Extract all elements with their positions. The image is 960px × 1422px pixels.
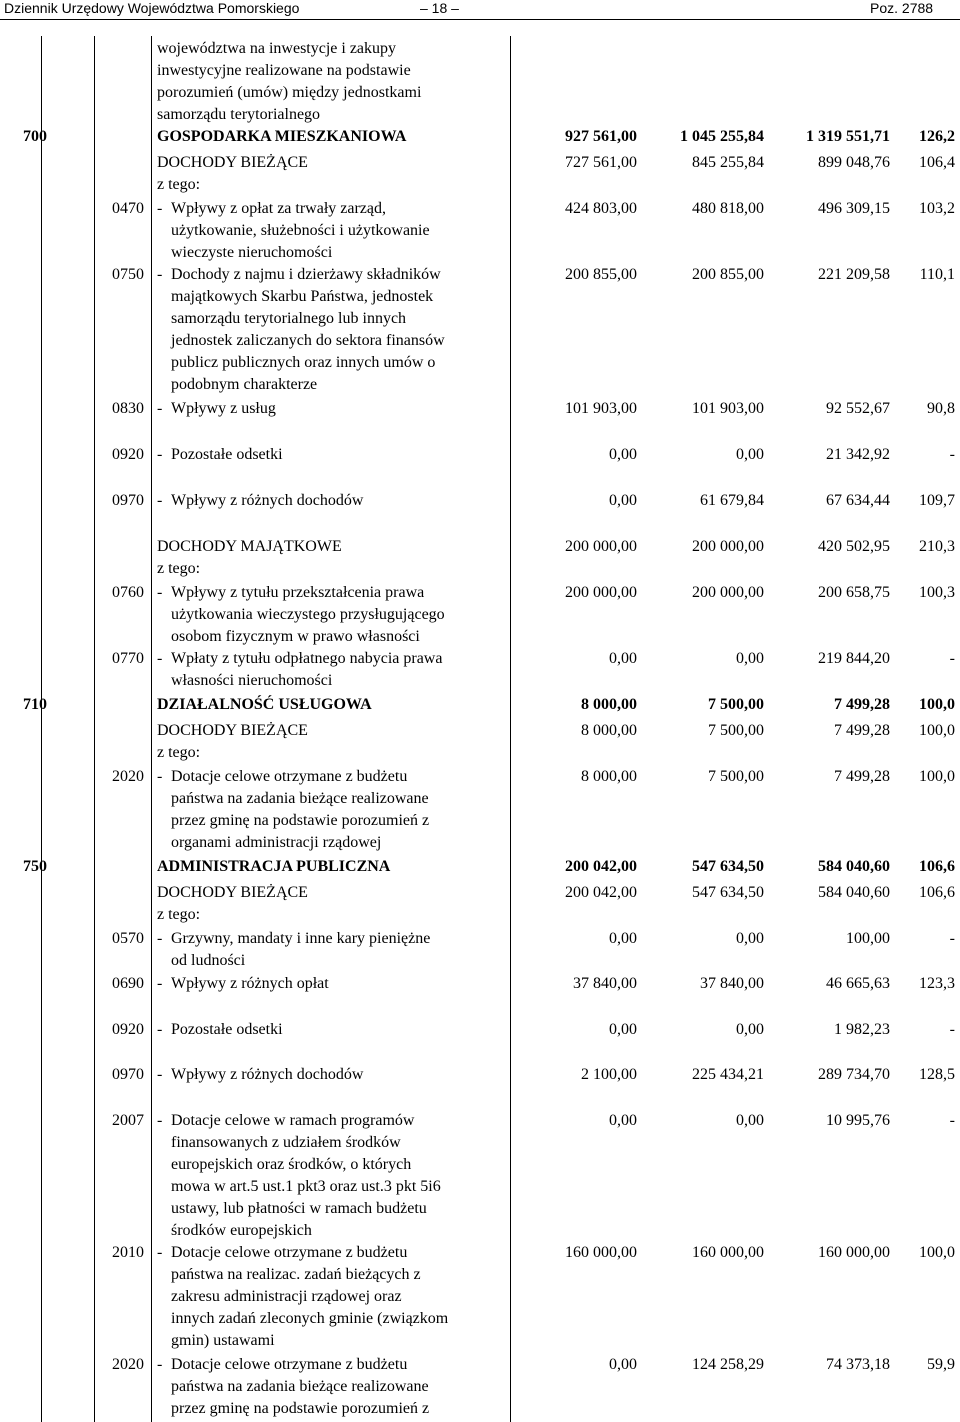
plan-after-changes-value: 61 679,84 bbox=[700, 492, 764, 509]
execution-value: 92 552,67 bbox=[826, 400, 890, 417]
execution-value: 46 665,63 bbox=[826, 975, 890, 992]
item-name-line: użytkowanie, służebności i użytkowanie bbox=[171, 222, 430, 239]
item-name-line: DOCHODY MAJĄTKOWE bbox=[157, 538, 342, 555]
execution-value: 74 373,18 bbox=[826, 1356, 890, 1373]
item-name bbox=[171, 444, 516, 466]
list-dash: - bbox=[157, 584, 163, 601]
item-name bbox=[171, 1019, 516, 1041]
plan-value: 160 000,00 bbox=[565, 1244, 637, 1261]
item-name bbox=[171, 766, 516, 854]
classification-code: 2020 bbox=[112, 1356, 144, 1373]
classification-code: 0920 bbox=[112, 446, 144, 463]
item-name-line: gmin) ustawami bbox=[171, 1332, 275, 1349]
execution-value: 7 499,28 bbox=[834, 696, 890, 713]
item-name-line: Wpływy z tytułu przekształcenia prawa bbox=[171, 584, 425, 601]
execution-value: 67 634,44 bbox=[826, 492, 890, 509]
plan-after-changes-value: 0,00 bbox=[736, 1112, 764, 1129]
section-code: 750 bbox=[23, 858, 47, 875]
list-dash: - bbox=[157, 266, 163, 283]
plan-value: 727 561,00 bbox=[565, 154, 637, 171]
item-name-line: Dotacje celowe otrzymane z budżetu bbox=[171, 768, 408, 785]
plan-after-changes-value: 7 500,00 bbox=[708, 696, 764, 713]
item-name bbox=[157, 694, 517, 716]
execution-value: 899 048,76 bbox=[818, 154, 890, 171]
plan-after-changes-value: 225 434,21 bbox=[692, 1066, 764, 1083]
percent-value: 106,4 bbox=[919, 154, 955, 171]
plan-after-changes-value: 480 818,00 bbox=[692, 200, 764, 217]
plan-value: 0,00 bbox=[609, 650, 637, 667]
execution-value: 584 040,60 bbox=[818, 884, 890, 901]
item-name bbox=[171, 973, 516, 995]
execution-value: 584 040,60 bbox=[818, 858, 890, 875]
percent-value: - bbox=[949, 446, 955, 463]
execution-value: 221 209,58 bbox=[818, 266, 890, 283]
percent-value: 110,1 bbox=[919, 266, 955, 283]
plan-value: 8 000,00 bbox=[581, 696, 637, 713]
classification-code: 2010 bbox=[112, 1244, 144, 1261]
item-name-line: DOCHODY BIEŻĄCE bbox=[157, 722, 308, 739]
percent-value: 123,3 bbox=[919, 975, 955, 992]
classification-code: 0690 bbox=[112, 975, 144, 992]
item-name-line: państwa na zadania bieżące realizowane bbox=[171, 1378, 429, 1395]
classification-code: 0970 bbox=[112, 492, 144, 509]
item-name-line: GOSPODARKA MIESZKANIOWA bbox=[157, 128, 407, 145]
section-code: 710 bbox=[23, 696, 47, 713]
execution-value: 1 982,23 bbox=[834, 1021, 890, 1038]
item-name bbox=[171, 1064, 516, 1086]
item-name-line: z tego: bbox=[157, 176, 201, 193]
list-dash: - bbox=[157, 768, 163, 785]
item-name-line: Wpływy z opłat za trwały zarząd, bbox=[171, 200, 387, 217]
plan-after-changes-value: 845 255,84 bbox=[692, 154, 764, 171]
plan-value: 0,00 bbox=[609, 1112, 637, 1129]
percent-value: - bbox=[949, 930, 955, 947]
list-dash: - bbox=[157, 975, 163, 992]
item-name-line: z tego: bbox=[157, 906, 201, 923]
item-name bbox=[171, 490, 516, 512]
plan-after-changes-value: 0,00 bbox=[736, 1021, 764, 1038]
classification-code: 0770 bbox=[112, 650, 144, 667]
header-rule bbox=[0, 19, 960, 20]
item-name-line: państwa na zadania bieżące realizowane bbox=[171, 790, 429, 807]
percent-value: - bbox=[949, 650, 955, 667]
item-name-line: państwa na realizac. zadań bieżących z bbox=[171, 1266, 421, 1283]
plan-value: 8 000,00 bbox=[581, 722, 637, 739]
grid-line bbox=[151, 36, 152, 1422]
item-name-line: ADMINISTRACJA PUBLICZNA bbox=[157, 858, 391, 875]
item-name-line: samorządu terytorialnego bbox=[157, 106, 321, 123]
execution-value: 100,00 bbox=[846, 930, 890, 947]
grid-line bbox=[94, 36, 95, 1422]
item-name-line: DOCHODY BIEŻĄCE bbox=[157, 154, 308, 171]
plan-value: 200 042,00 bbox=[565, 884, 637, 901]
item-name-line: własności nieruchomości bbox=[171, 672, 333, 689]
percent-value: - bbox=[949, 1021, 955, 1038]
item-name-line: ustawy, lub płatności w ramach budżetu bbox=[171, 1200, 427, 1217]
item-name-line: finansowanych z udziałem środków bbox=[171, 1134, 401, 1151]
item-name bbox=[171, 582, 516, 648]
plan-after-changes-value: 547 634,50 bbox=[692, 858, 764, 875]
item-name-line: organami administracji rządowej bbox=[171, 834, 382, 851]
execution-value: 289 734,70 bbox=[818, 1066, 890, 1083]
plan-after-changes-value: 1 045 255,84 bbox=[680, 128, 764, 145]
percent-value: 100,0 bbox=[919, 696, 955, 713]
plan-value: 101 903,00 bbox=[565, 400, 637, 417]
item-name-line: środków europejskich bbox=[171, 1222, 312, 1239]
list-dash: - bbox=[157, 1356, 163, 1373]
plan-value: 0,00 bbox=[609, 446, 637, 463]
plan-value: 200 855,00 bbox=[565, 266, 637, 283]
classification-code: 0750 bbox=[112, 266, 144, 283]
plan-value: 37 840,00 bbox=[573, 975, 637, 992]
item-name-line: z tego: bbox=[157, 560, 201, 577]
list-dash: - bbox=[157, 650, 163, 667]
execution-value: 1 319 551,71 bbox=[806, 128, 890, 145]
list-dash: - bbox=[157, 400, 163, 417]
item-name-line: Wpływy z różnych opłat bbox=[171, 975, 329, 992]
percent-value: 100,0 bbox=[919, 1244, 955, 1261]
list-dash: - bbox=[157, 492, 163, 509]
execution-value: 7 499,28 bbox=[834, 722, 890, 739]
item-name-line: inwestycyjne realizowane na podstawie bbox=[157, 62, 411, 79]
item-name-line: osobom fizycznym w prawo własności bbox=[171, 628, 420, 645]
item-name-line: Pozostałe odsetki bbox=[171, 446, 283, 463]
plan-after-changes-value: 200 000,00 bbox=[692, 584, 764, 601]
item-name-line: przez gminę na podstawie porozumień z bbox=[171, 812, 430, 829]
plan-after-changes-value: 0,00 bbox=[736, 930, 764, 947]
position-number: Poz. 2788 bbox=[870, 0, 934, 16]
item-name bbox=[171, 648, 516, 692]
plan-value: 0,00 bbox=[609, 1356, 637, 1373]
execution-value: 420 502,95 bbox=[818, 538, 890, 555]
item-name-line: porozumień (umów) między jednostkami bbox=[157, 84, 422, 101]
execution-value: 496 309,15 bbox=[818, 200, 890, 217]
percent-value: 100,0 bbox=[919, 768, 955, 785]
plan-value: 927 561,00 bbox=[565, 128, 637, 145]
item-name bbox=[157, 38, 517, 126]
percent-value: 210,3 bbox=[919, 538, 955, 555]
percent-value: 90,8 bbox=[927, 400, 955, 417]
item-name-line: Grzywny, mandaty i inne kary pieniężne bbox=[171, 930, 431, 947]
item-name bbox=[157, 720, 517, 764]
item-name-line: Wpłaty z tytułu odpłatnego nabycia prawa bbox=[171, 650, 443, 667]
item-name-line: mowa w art.5 ust.1 pkt3 oraz ust.3 pkt 5i6 bbox=[171, 1178, 441, 1195]
percent-value: 103,2 bbox=[919, 200, 955, 217]
percent-value: 100,3 bbox=[919, 584, 955, 601]
item-name-line: od ludności bbox=[171, 952, 246, 969]
list-dash: - bbox=[157, 930, 163, 947]
item-name bbox=[171, 398, 516, 420]
plan-value: 200 000,00 bbox=[565, 584, 637, 601]
percent-value: 128,5 bbox=[919, 1066, 955, 1083]
plan-value: 2 100,00 bbox=[581, 1066, 637, 1083]
percent-value: 106,6 bbox=[919, 884, 955, 901]
item-name-line: województwa na inwestycje i zakupy bbox=[157, 40, 397, 57]
plan-after-changes-value: 200 000,00 bbox=[692, 538, 764, 555]
plan-value: 424 803,00 bbox=[565, 200, 637, 217]
list-dash: - bbox=[157, 446, 163, 463]
item-name bbox=[157, 882, 517, 926]
execution-value: 200 658,75 bbox=[818, 584, 890, 601]
classification-code: 0570 bbox=[112, 930, 144, 947]
item-name-line: podobnym charakterze bbox=[171, 376, 318, 393]
journal-title: Dziennik Urzędowy Województwa Pomorskiego bbox=[4, 0, 300, 16]
classification-code: 0920 bbox=[112, 1021, 144, 1038]
page-number: – 18 – bbox=[420, 0, 459, 16]
page-header bbox=[0, 0, 960, 20]
item-name-line: przez gminę na podstawie porozumień z bbox=[171, 1400, 430, 1417]
execution-value: 21 342,92 bbox=[826, 446, 890, 463]
plan-after-changes-value: 7 500,00 bbox=[708, 722, 764, 739]
item-name-line: wieczyste nieruchomości bbox=[171, 244, 333, 261]
item-name-line: Dotacje celowe otrzymane z budżetu bbox=[171, 1356, 408, 1373]
list-dash: - bbox=[157, 200, 163, 217]
percent-value: 100,0 bbox=[919, 722, 955, 739]
plan-after-changes-value: 547 634,50 bbox=[692, 884, 764, 901]
execution-value: 160 000,00 bbox=[818, 1244, 890, 1261]
percent-value: - bbox=[949, 1112, 955, 1129]
item-name-line: Wpływy z różnych dochodów bbox=[171, 492, 364, 509]
item-name bbox=[171, 1354, 516, 1420]
item-name-line: samorządu terytorialnego lub innych bbox=[171, 310, 407, 327]
execution-value: 10 995,76 bbox=[826, 1112, 890, 1129]
classification-code: 0760 bbox=[112, 584, 144, 601]
percent-value: 106,6 bbox=[919, 858, 955, 875]
item-name-line: zakresu administracji rządowej oraz bbox=[171, 1288, 402, 1305]
item-name-line: europejskich oraz środków, o których bbox=[171, 1156, 412, 1173]
classification-code: 0970 bbox=[112, 1066, 144, 1083]
item-name-line: z tego: bbox=[157, 744, 201, 761]
item-name-line: Dotacje celowe otrzymane z budżetu bbox=[171, 1244, 408, 1261]
item-name bbox=[171, 264, 516, 396]
item-name bbox=[157, 856, 517, 878]
percent-value: 126,2 bbox=[919, 128, 955, 145]
item-name bbox=[171, 198, 516, 264]
plan-after-changes-value: 7 500,00 bbox=[708, 768, 764, 785]
item-name-line: Wpływy z usług bbox=[171, 400, 276, 417]
plan-value: 8 000,00 bbox=[581, 768, 637, 785]
plan-after-changes-value: 37 840,00 bbox=[700, 975, 764, 992]
item-name-line: użytkowania wieczystego przysługującego bbox=[171, 606, 445, 623]
classification-code: 2020 bbox=[112, 768, 144, 785]
grid-line bbox=[41, 36, 42, 1422]
list-dash: - bbox=[157, 1244, 163, 1261]
item-name bbox=[171, 928, 516, 972]
list-dash: - bbox=[157, 1112, 163, 1129]
item-name-line: DOCHODY BIEŻĄCE bbox=[157, 884, 308, 901]
list-dash: - bbox=[157, 1021, 163, 1038]
item-name bbox=[157, 126, 517, 148]
percent-value: 109,7 bbox=[919, 492, 955, 509]
item-name-line: Dotacje celowe w ramach programów bbox=[171, 1112, 415, 1129]
item-name-line: jednostek zaliczanych do sektora finansów bbox=[171, 332, 445, 349]
plan-value: 0,00 bbox=[609, 492, 637, 509]
classification-code: 0470 bbox=[112, 200, 144, 217]
list-dash: - bbox=[157, 1066, 163, 1083]
classification-code: 0830 bbox=[112, 400, 144, 417]
item-name bbox=[171, 1242, 516, 1352]
percent-value: 59,9 bbox=[927, 1356, 955, 1373]
execution-value: 219 844,20 bbox=[818, 650, 890, 667]
section-code: 700 bbox=[23, 128, 47, 145]
plan-value: 200 042,00 bbox=[565, 858, 637, 875]
plan-after-changes-value: 200 855,00 bbox=[692, 266, 764, 283]
item-name bbox=[171, 1110, 516, 1242]
plan-after-changes-value: 0,00 bbox=[736, 650, 764, 667]
plan-value: 200 000,00 bbox=[565, 538, 637, 555]
plan-after-changes-value: 0,00 bbox=[736, 446, 764, 463]
item-name-line: DZIAŁALNOŚĆ USŁUGOWA bbox=[157, 696, 372, 713]
item-name bbox=[157, 152, 517, 196]
item-name-line: publicz publicznych oraz innych umów o bbox=[171, 354, 436, 371]
classification-code: 2007 bbox=[112, 1112, 144, 1129]
plan-after-changes-value: 124 258,29 bbox=[692, 1356, 764, 1373]
plan-value: 0,00 bbox=[609, 930, 637, 947]
plan-after-changes-value: 160 000,00 bbox=[692, 1244, 764, 1261]
item-name-line: innych zadań zleconych gminie (związkom bbox=[171, 1310, 449, 1327]
item-name-line: Wpływy z różnych dochodów bbox=[171, 1066, 364, 1083]
item-name-line: Dochody z najmu i dzierżawy składników bbox=[171, 266, 441, 283]
item-name-line: majątkowych Skarbu Państwa, jednostek bbox=[171, 288, 434, 305]
item-name bbox=[157, 536, 517, 580]
plan-value: 0,00 bbox=[609, 1021, 637, 1038]
item-name-line: Pozostałe odsetki bbox=[171, 1021, 283, 1038]
plan-after-changes-value: 101 903,00 bbox=[692, 400, 764, 417]
execution-value: 7 499,28 bbox=[834, 768, 890, 785]
